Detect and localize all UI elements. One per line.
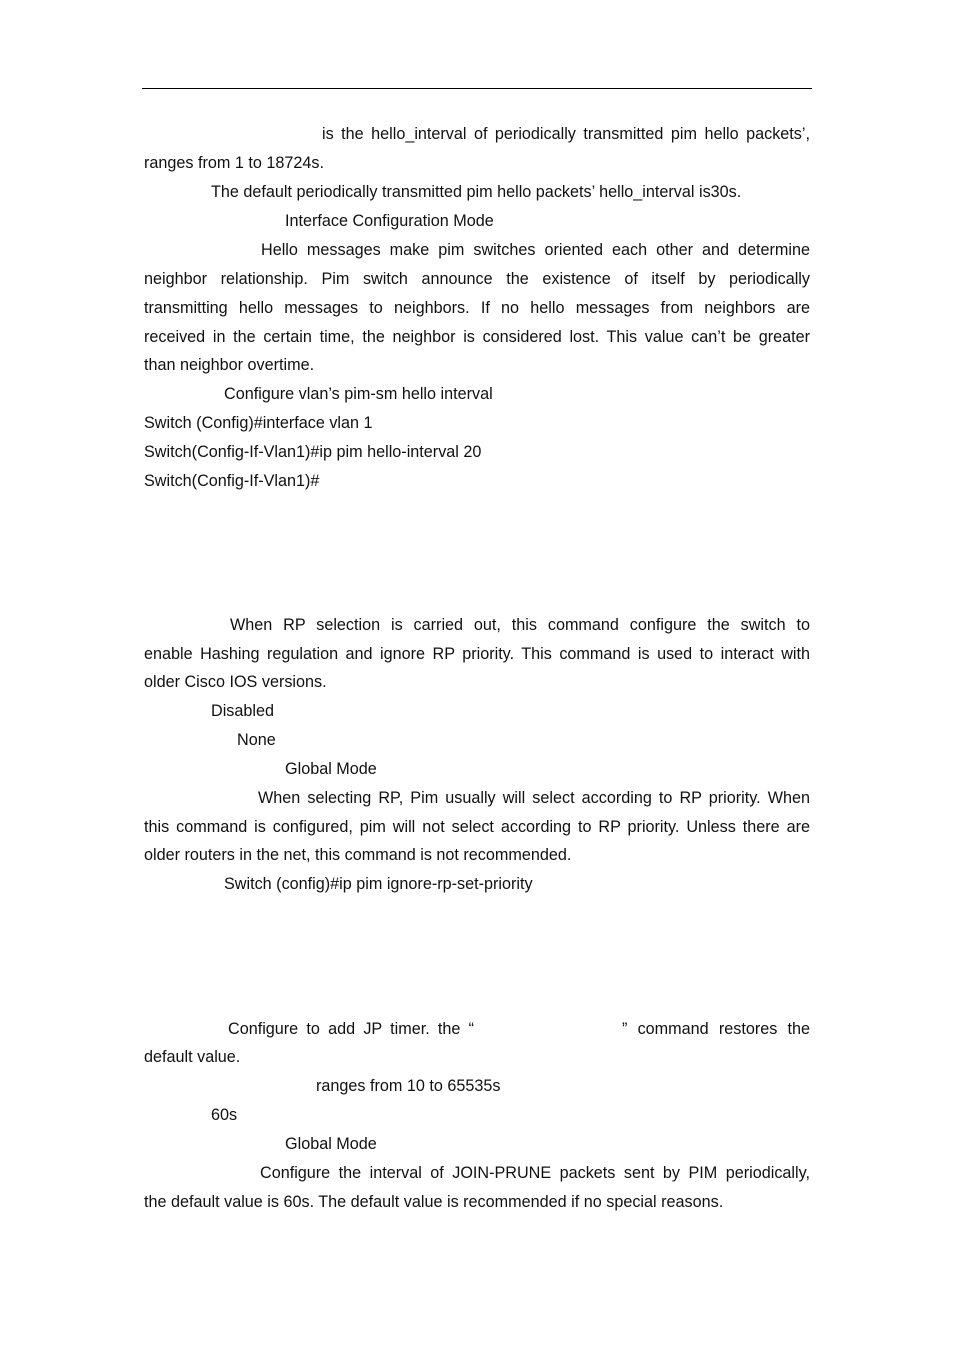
ignore-rp-example: Switch (config)#ip pim ignore-rp-set-priority [224,875,533,893]
ignore-rp-function-line: enable Hashing regulation and ignore RP priority. This command is used to interact with [144,645,810,663]
jp-timer-usage-line: Configure the interval of JOIN-PRUNE packets sent by PIM periodically, [260,1164,810,1182]
ignore-rp-mode: Global Mode [285,760,377,778]
ignore-rp-default: Disabled [211,702,274,720]
jp-timer-default: 60s [211,1106,238,1124]
hello-interval-usage-line: Hello messages make pim switches oriented each other and determine [261,241,810,259]
jp-timer-parameter: ranges from 10 to 65535s [316,1077,501,1095]
jp-timer-mode: Global Mode [285,1135,377,1153]
header-rule [142,88,812,89]
jp-timer-usage-line: the default value is 60s. The default value is recommended if no special reasons. [144,1193,724,1211]
ignore-rp-usage-line: older routers in the net, this command is not recommended. [144,846,572,864]
ignore-rp-usage-line: this command is configured, pim will not select according to RP priority. Unless there are [144,818,810,836]
hello-interval-usage-line: transmitting hello messages to neighbors. If no hello messages from neighbors are [144,299,810,317]
ignore-rp-function-line: older Cisco IOS versions. [144,673,327,691]
ignore-rp-parameter: None [237,731,276,749]
hello-interval-default: The default periodically transmitted pim hello packets’ hello_interval is30s. [211,183,742,201]
jp-timer-function-part-b: ” command restores the [622,1020,810,1038]
hello-interval-usage-line: neighbor relationship. Pim switch announce the existence of itself by periodically [144,270,810,288]
hello-interval-usage-line: received in the certain time, the neighbor is considered lost. This value can’t be greater [144,328,810,346]
ignore-rp-usage-line: When selecting RP, Pim usually will select according to RP priority. When [258,789,810,807]
jp-timer-function-part-a: Configure to add JP timer. the “ [228,1020,474,1038]
hello-interval-example-desc: Configure vlan’s pim-sm hello interval [224,385,493,403]
example-command-line: Switch (Config)#interface vlan 1 [144,414,373,432]
jp-timer-function-cont: default value. [144,1048,241,1066]
ignore-rp-function-line: When RP selection is carried out, this command configure the switch to [230,616,810,634]
hello-interval-mode: Interface Configuration Mode [285,212,494,230]
hello-interval-usage-line: than neighbor overtime. [144,356,315,374]
hello-interval-parameter: is the hello_interval of periodically transmitted pim hello packets’, [322,125,810,143]
example-command-line: Switch(Config-If-Vlan1)# [144,472,320,490]
example-command-line: Switch(Config-If-Vlan1)#ip pim hello-interval 20 [144,443,482,461]
hello-interval-range: ranges from 1 to 18724s. [144,154,324,172]
